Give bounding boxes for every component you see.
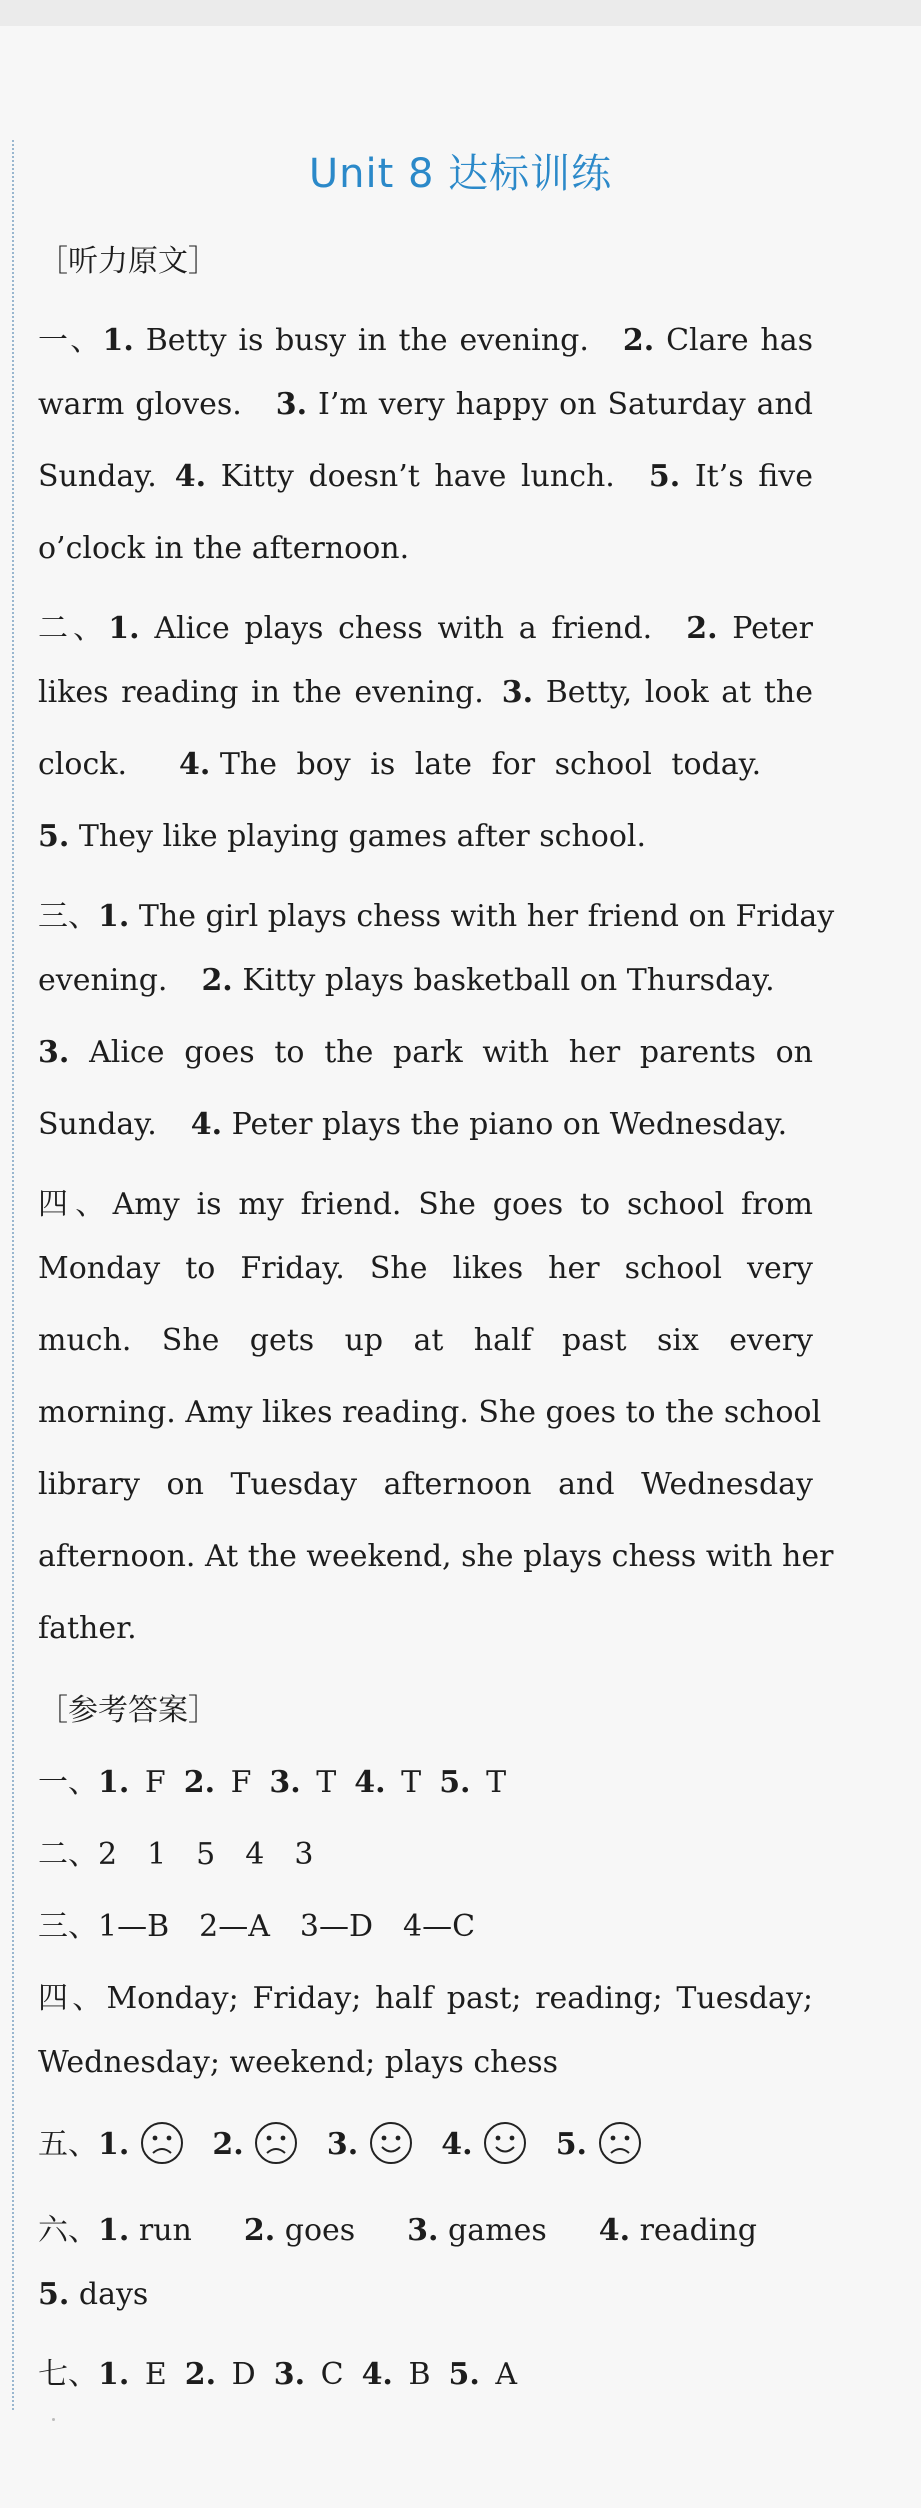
listening-s2-line-3: clock. 4. The boy is late for school today. — [38, 747, 762, 782]
listening-s1-line-1: 一、1. Betty is busy in the evening. 2. Clare has — [38, 323, 813, 358]
answers-a1: 一、1. F 2. F 3. T 4. T 5. T — [38, 1765, 507, 1800]
sad-face-icon — [597, 2120, 643, 2166]
listening-header: ［听力原文］ — [38, 244, 218, 279]
listening-s1-line-3: Sunday. 4. Kitty doesn’t have lunch. 5. It’s five — [38, 459, 814, 494]
smiley-face-icon — [368, 2120, 414, 2166]
listening-s3-line-1: 三、1. The girl plays chess with her friend on Friday — [38, 899, 835, 934]
listening-s4-line-1: 四、Amy is my friend. She goes to school from — [38, 1187, 813, 1222]
listening-s3-line-4: Sunday. 4. Peter plays the piano on Wednesday. — [38, 1107, 788, 1142]
listening-s2-line-2: likes reading in the evening. 3. Betty, look at the — [38, 675, 813, 710]
listening-s2-line-4: 5. They like playing games after school. — [38, 819, 647, 854]
sad-face-icon — [253, 2120, 299, 2166]
listening-s1-line-4: o’clock in the afternoon. — [38, 531, 410, 566]
listening-s4-line-3: much. She gets up at half past six every — [38, 1323, 813, 1358]
listening-s4-line-5: library on Tuesday afternoon and Wednesday — [38, 1467, 813, 1502]
listening-s3-line-2: evening. 2. Kitty plays basketball on Thursday. — [38, 963, 775, 998]
listening-s2-line-1: 二、1. Alice plays chess with a friend. 2. Peter — [38, 611, 813, 646]
answers-a4-line-1: 四、Monday; Friday; half past; reading; Tuesday; — [38, 1981, 813, 2016]
listening-s1-line-2: warm gloves. 3. I’m very happy on Saturday and — [38, 387, 813, 422]
listening-s4-line-7: father. — [38, 1611, 137, 1646]
answers-a5: 五、1. 2. 3. 4. 5. — [38, 2119, 643, 2169]
answers-a6-line-2: 5. days — [38, 2277, 149, 2312]
listening-s4-line-4: morning. Amy likes reading. She goes to the school — [38, 1395, 822, 1430]
listening-s4-line-6: afternoon. At the weekend, she plays chess with her — [38, 1539, 834, 1574]
smiley-face-icon — [482, 2120, 528, 2166]
answers-header: ［参考答案］ — [38, 1693, 218, 1728]
answers-a2: 二、2 1 5 4 3 — [38, 1837, 314, 1872]
answers-a4-line-2: Wednesday; weekend; plays chess — [38, 2045, 559, 2080]
listening-s4-line-2: Monday to Friday. She likes her school very — [38, 1251, 813, 1286]
answers-a6-line-1: 六、1. run 2. goes 3. games 4. reading — [38, 2213, 757, 2248]
margin-guide-line — [12, 140, 14, 2410]
listening-s3-line-3: 3. Alice goes to the park with her parents on — [38, 1035, 813, 1070]
top-strip — [0, 0, 921, 26]
sad-face-icon — [139, 2120, 185, 2166]
answers-a3: 三、1—B 2—A 3—D 4—C — [38, 1909, 476, 1944]
page-speck — [52, 2418, 55, 2421]
page-title: Unit 8 达标训练 — [308, 151, 613, 197]
answers-a7: 七、1. E 2. D 3. C 4. B 5. A — [38, 2357, 518, 2392]
